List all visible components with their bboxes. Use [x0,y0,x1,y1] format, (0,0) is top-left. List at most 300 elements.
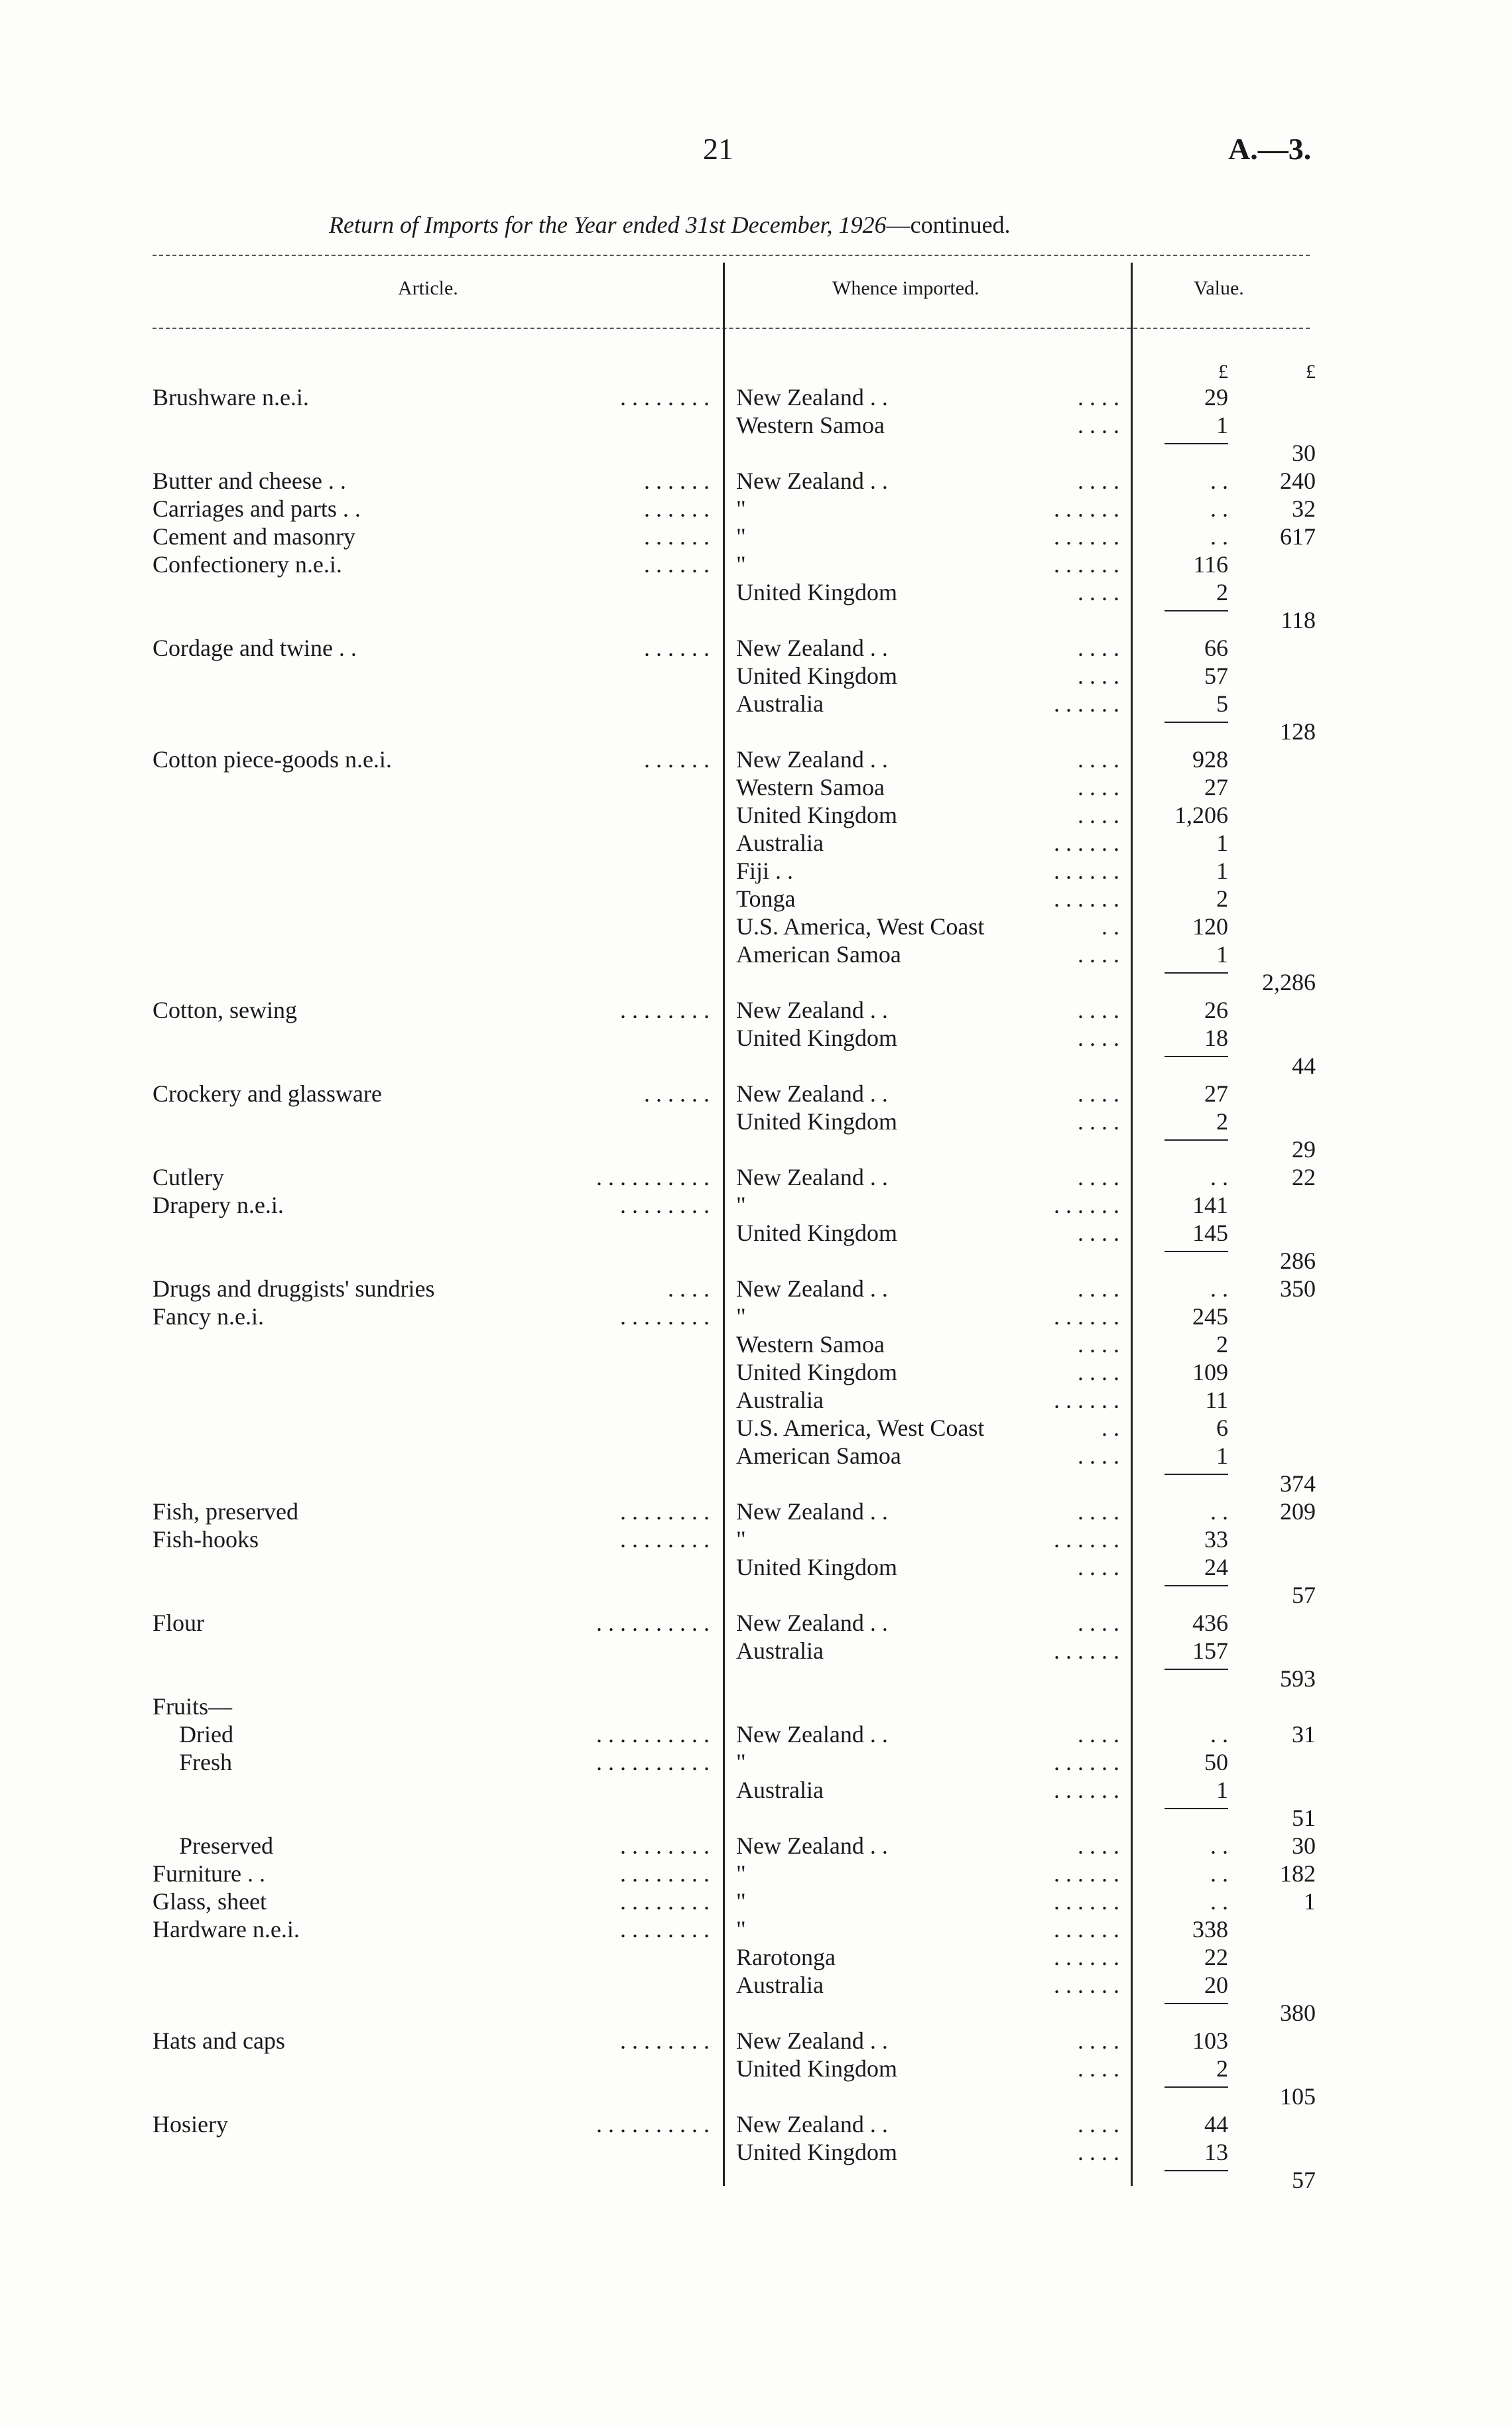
article-leader-dots: . . . . . . . . . . [596,1721,710,1748]
table-row [0,467,1512,495]
article-leader-dots: . . . . . . [644,495,710,522]
table-row [0,1887,1512,1915]
source-country: New Zealand . . [736,1721,888,1748]
source-country: United Kingdom [736,1025,897,1051]
value-total: 240 [1280,468,1316,494]
table-row [0,411,1512,439]
value-item: 57 [1204,663,1228,689]
article-name: Brushware n.e.i. [153,384,309,411]
source-leader-dots: . . . . [1078,1108,1119,1135]
source-country: Western Samoa [736,1331,885,1358]
source-leader-dots: . . . . [1078,1275,1119,1302]
value-item: 20 [1204,1972,1228,1998]
article-name: Cement and masonry [153,523,355,550]
table-row [0,1804,1512,1832]
source-country: United Kingdom [736,2139,897,2165]
value-item: 116 [1193,551,1228,578]
source-leader-dots: . . . . [1078,997,1119,1023]
table-row [0,2027,1512,2055]
article-name: Cotton piece-goods n.e.i. [153,746,392,773]
subtotal-rule [1165,2086,1228,2088]
source-country: " [736,551,746,578]
source-country: United Kingdom [736,663,897,689]
value-item: . . [1210,1860,1228,1887]
table-row [0,550,1512,578]
article-leader-dots: . . . . . . . . [620,1192,710,1218]
source-country: Tonga [736,885,796,912]
table-row [0,606,1512,634]
subtotal-rule [1165,1585,1228,1586]
source-country: United Kingdom [736,1220,897,1246]
source-leader-dots: . . . . [1078,1025,1119,1051]
source-country: New Zealand . . [736,746,888,773]
value-item: 1 [1216,1442,1228,1469]
article-name: Confectionery n.e.i. [153,551,342,578]
table-row [0,1915,1512,1943]
value-item: 141 [1192,1192,1228,1218]
table-row [0,913,1512,940]
value-item: 22 [1204,1944,1228,1970]
table-row [0,829,1512,857]
value-item: 338 [1192,1916,1228,1943]
source-leader-dots: . . . . . . [1054,551,1119,578]
table-row [0,801,1512,829]
table-row [0,2138,1512,2166]
table-row [0,2110,1512,2138]
table-row [0,1303,1512,1330]
article-name: Drugs and druggists' sundries [153,1275,435,1302]
value-item: 5 [1216,690,1228,717]
table-row [0,2082,1512,2110]
source-leader-dots: . . . . [1078,635,1119,661]
value-total: 374 [1280,1470,1316,1497]
article-name: Fruits— [153,1693,233,1720]
source-leader-dots: . . . . [1078,1832,1119,1859]
value-total: 57 [1292,1582,1316,1608]
article-leader-dots: . . . . . . . . . . [596,1164,710,1190]
source-country: New Zealand . . [736,468,888,494]
subtotal-rule [1165,443,1228,444]
table-row [0,1080,1512,1108]
source-leader-dots: . . . . [1078,1080,1119,1107]
article-name: Carriages and parts . . [153,495,361,522]
value-item: 245 [1192,1303,1228,1330]
table-row [0,1219,1512,1247]
table-row [0,1470,1512,1498]
value-total: 51 [1292,1805,1316,1831]
value-item: . . [1210,1275,1228,1302]
table-row [0,718,1512,745]
source-leader-dots: . . . . . . [1054,1888,1119,1915]
source-country: " [736,1749,746,1775]
source-country: Rarotonga [736,1944,836,1970]
subtotal-rule [1165,2003,1228,2004]
source-leader-dots: . . . . [1078,2111,1119,2138]
source-country: U.S. America, West Coast [736,1415,985,1441]
value-item: 2 [1216,1108,1228,1135]
article-leader-dots: . . . . . . [644,746,710,773]
table-row [0,1108,1512,1135]
source-leader-dots: . . . . [1078,2027,1119,2054]
source-country: " [736,1860,746,1887]
article-leader-dots: . . . . . . . . [620,1303,710,1330]
article-name: Furniture . . [153,1860,265,1887]
table-row [0,1832,1512,1860]
table-row [0,1609,1512,1637]
source-country: Australia [736,830,824,856]
source-country: " [736,523,746,550]
value-item: 1 [1216,858,1228,884]
source-country: New Zealand . . [736,1610,888,1636]
article-leader-dots: . . . . . . . . [620,384,710,411]
source-country: Australia [736,1972,824,1998]
value-item: . . [1210,1498,1228,1525]
table-row [0,857,1512,885]
source-leader-dots: . . . . [1078,2139,1119,2165]
table-row [0,495,1512,523]
article-leader-dots: . . . . . . . . [620,1916,710,1943]
value-item: 1 [1216,1777,1228,1803]
article-name: Butter and cheese . . [153,468,346,494]
table-row [0,690,1512,718]
value-item: 1 [1216,412,1228,438]
article-leader-dots: . . . . . . . . [620,1498,710,1525]
value-total: 22 [1292,1164,1316,1190]
subtotal-rule [1165,722,1228,723]
value-item: 29 [1204,384,1228,411]
source-leader-dots: . . . . . . [1054,1944,1119,1970]
source-leader-dots: . . . . . . [1054,1303,1119,1330]
table-row [0,383,1512,411]
source-country: United Kingdom [736,1554,897,1580]
source-leader-dots: . . [1102,913,1119,940]
header-top-rule [153,255,1310,256]
source-leader-dots: . . . . . . [1054,1916,1119,1943]
value-item: 44 [1204,2111,1228,2138]
value-item: 109 [1192,1359,1228,1385]
value-total: 350 [1280,1275,1316,1302]
value-item: . . [1210,1888,1228,1915]
value-item: . . [1210,1164,1228,1190]
value-total: 44 [1292,1053,1316,1079]
source-country: United Kingdom [736,2055,897,2082]
source-leader-dots: . . . . . . [1054,1749,1119,1775]
table-row [0,1386,1512,1414]
document-reference: A.—3. [1228,132,1312,166]
source-country: " [736,1888,746,1915]
value-item: 1 [1216,941,1228,968]
table-row [0,634,1512,662]
source-country: " [736,1526,746,1553]
source-leader-dots: . . [1102,1415,1119,1441]
article-name: Drapery n.e.i. [153,1192,284,1218]
source-country: New Zealand . . [736,1832,888,1859]
value-item: 27 [1204,1080,1228,1107]
article-name: Preserved [179,1832,273,1859]
value-item: 1 [1216,830,1228,856]
value-item: 928 [1192,746,1228,773]
value-item: 27 [1204,774,1228,800]
source-country: New Zealand . . [736,997,888,1023]
source-leader-dots: . . . . . . [1054,1192,1119,1218]
source-country: Western Samoa [736,774,885,800]
source-leader-dots: . . . . [1078,1721,1119,1748]
source-leader-dots: . . . . . . [1054,523,1119,550]
table-row [0,1776,1512,1804]
currency-row [0,358,1512,386]
currency-col-1: £ [1218,361,1228,383]
article-leader-dots: . . . . . . [644,551,710,578]
value-item: 13 [1204,2139,1228,2165]
source-leader-dots: . . . . . . [1054,1387,1119,1413]
value-item: 6 [1216,1415,1228,1441]
source-leader-dots: . . . . . . [1054,885,1119,912]
table-row [0,968,1512,996]
article-name: Fancy n.e.i. [153,1303,264,1330]
title-roman: —continued. [886,212,1011,238]
value-item: 120 [1192,913,1228,940]
article-name: Crockery and glassware [153,1080,382,1107]
source-leader-dots: . . . . . . [1054,1777,1119,1803]
source-country: New Zealand . . [736,1164,888,1190]
table-row [0,745,1512,773]
table-row [0,1748,1512,1776]
table-row [0,1943,1512,1971]
subtotal-rule [1165,1056,1228,1057]
table-row [0,1498,1512,1525]
value-item: 18 [1204,1025,1228,1051]
value-item: 2 [1216,1331,1228,1358]
source-leader-dots: . . . . [1078,663,1119,689]
table-row [0,1525,1512,1553]
value-item: 11 [1205,1387,1228,1413]
table-row [0,1191,1512,1219]
source-leader-dots: . . . . [1078,746,1119,773]
table-row [0,1275,1512,1303]
header-bottom-rule [153,328,1310,329]
article-name: Fish-hooks [153,1526,259,1553]
table-row [0,885,1512,913]
subtotal-rule [1165,1474,1228,1475]
table-row [0,1971,1512,1999]
table-row [0,1665,1512,1693]
currency-col-2: £ [1306,361,1316,383]
article-name: Hardware n.e.i. [153,1916,300,1943]
source-country: New Zealand . . [736,1080,888,1107]
article-leader-dots: . . . . . . . . [620,997,710,1023]
table-row [0,1637,1512,1665]
source-leader-dots: . . . . [1078,1220,1119,1246]
source-country: Australia [736,690,824,717]
source-country: New Zealand . . [736,384,888,411]
value-total: 286 [1280,1247,1316,1274]
value-item: 436 [1192,1610,1228,1636]
value-total: 31 [1292,1721,1316,1748]
table-row [0,1860,1512,1887]
value-total: 617 [1280,523,1316,550]
source-country: Australia [736,1777,824,1803]
source-leader-dots: . . . . [1078,384,1119,411]
source-country: Australia [736,1387,824,1413]
value-total: 30 [1292,440,1316,466]
article-leader-dots: . . . . . . . . [620,1888,710,1915]
source-country: " [736,495,746,522]
source-leader-dots: . . . . [1078,1498,1119,1525]
value-total: 1 [1304,1888,1316,1915]
source-country: United Kingdom [736,1359,897,1385]
source-country: New Zealand . . [736,1275,888,1302]
source-country: Fiji . . [736,858,794,884]
subtotal-rule [1165,1251,1228,1252]
source-leader-dots: . . . . [1078,1359,1119,1385]
source-leader-dots: . . . . . . [1054,1637,1119,1664]
value-item: 145 [1192,1220,1228,1246]
value-item: 50 [1204,1749,1228,1775]
table-row [0,1720,1512,1748]
table-row [0,1553,1512,1581]
source-country: " [736,1192,746,1218]
value-item: 2 [1216,579,1228,606]
source-country: New Zealand . . [736,1498,888,1525]
value-item: . . [1210,1721,1228,1748]
value-item: 66 [1204,635,1228,661]
article-leader-dots: . . . . . . [644,468,710,494]
table-row [0,2166,1512,2194]
source-country: Western Samoa [736,412,885,438]
source-leader-dots: . . . . . . [1054,1860,1119,1887]
column-header-article: Article. [398,277,458,299]
value-item: . . [1210,1832,1228,1859]
table-row [0,439,1512,467]
value-total: 30 [1292,1832,1316,1859]
value-total: 57 [1292,2167,1316,2193]
table-row [0,1052,1512,1080]
article-leader-dots: . . . . . . [644,523,710,550]
value-item: 24 [1204,1554,1228,1580]
table-row [0,1024,1512,1052]
article-leader-dots: . . . . . . . . [620,1832,710,1859]
article-name: Flour [153,1610,205,1636]
value-total: 593 [1280,1665,1316,1692]
value-total: 105 [1280,2083,1316,2110]
source-country: " [736,1916,746,1943]
table-row [0,1999,1512,2027]
source-leader-dots: . . . . [1078,1610,1119,1636]
article-name: Cutlery [153,1164,224,1190]
value-total: 118 [1281,607,1316,633]
source-leader-dots: . . . . [1078,468,1119,494]
table-row [0,1330,1512,1358]
source-leader-dots: . . . . [1078,1442,1119,1469]
source-country: New Zealand . . [736,2027,888,2054]
source-leader-dots: . . . . [1078,941,1119,968]
article-name: Dried [179,1721,233,1748]
value-item: . . [1210,468,1228,494]
source-country: United Kingdom [736,579,897,606]
table-row [0,2055,1512,2082]
value-total: 128 [1280,718,1316,745]
subtotal-rule [1165,1669,1228,1670]
article-name: Cordage and twine . . [153,635,357,661]
source-country: " [736,1303,746,1330]
article-leader-dots: . . . . . . [644,635,710,661]
table-row [0,1358,1512,1386]
value-item: 33 [1204,1526,1228,1553]
source-leader-dots: . . . . . . [1054,830,1119,856]
article-name: Cotton, sewing [153,997,298,1023]
source-country: United Kingdom [736,802,897,828]
article-leader-dots: . . . . . . . . [620,2027,710,2054]
table-row [0,940,1512,968]
article-leader-dots: . . . . . . . . . . [596,1749,710,1775]
source-leader-dots: . . . . [1078,1554,1119,1580]
source-country: American Samoa [736,1442,901,1469]
value-total: 209 [1280,1498,1316,1525]
value-item: 2 [1216,2055,1228,2082]
table-row [0,1247,1512,1275]
value-total: 380 [1280,2000,1316,2026]
table-row [0,773,1512,801]
source-leader-dots: . . . . [1078,579,1119,606]
source-country: Australia [736,1637,824,1664]
article-name: Fresh [179,1749,232,1775]
column-header-value: Value. [1194,277,1244,299]
subtotal-rule [1165,1808,1228,1809]
source-leader-dots: . . . . . . [1054,858,1119,884]
article-name: Glass, sheet [153,1888,267,1915]
table-row [0,1163,1512,1191]
source-leader-dots: . . . . [1078,774,1119,800]
article-leader-dots: . . . . . . . . . . [596,2111,710,2138]
page-number: 21 [703,132,733,166]
source-country: United Kingdom [736,1108,897,1135]
subtotal-rule [1165,1139,1228,1141]
subtotal-rule [1165,972,1228,974]
source-country: American Samoa [736,941,901,968]
value-total: 2,286 [1262,969,1316,995]
value-item: 2 [1216,885,1228,912]
article-leader-dots: . . . . . . . . [620,1860,710,1887]
table-row [0,523,1512,550]
value-item: 1,206 [1174,802,1228,828]
table-row [0,996,1512,1024]
source-country: U.S. America, West Coast [736,913,985,940]
source-leader-dots: . . . . [1078,1164,1119,1190]
table-row [0,1581,1512,1609]
value-item: . . [1210,523,1228,550]
table-row [0,578,1512,606]
value-item: . . [1210,495,1228,522]
article-leader-dots: . . . . . . . . . . [596,1610,710,1636]
source-country: New Zealand . . [736,635,888,661]
source-leader-dots: . . . . [1078,802,1119,828]
table-row [0,1414,1512,1442]
source-leader-dots: . . . . . . [1054,1526,1119,1553]
value-total: 32 [1292,495,1316,522]
value-item: 103 [1192,2027,1228,2054]
value-item: 26 [1204,997,1228,1023]
table-row [0,1693,1512,1720]
article-leader-dots: . . . . . . . . [620,1526,710,1553]
value-total: 182 [1280,1860,1316,1887]
article-name: Hosiery [153,2111,228,2138]
table-row [0,1442,1512,1470]
source-leader-dots: . . . . [1078,2055,1119,2082]
article-name: Hats and caps [153,2027,285,2054]
table-row [0,662,1512,690]
source-leader-dots: . . . . . . [1054,1972,1119,1998]
value-item: 157 [1192,1637,1228,1664]
